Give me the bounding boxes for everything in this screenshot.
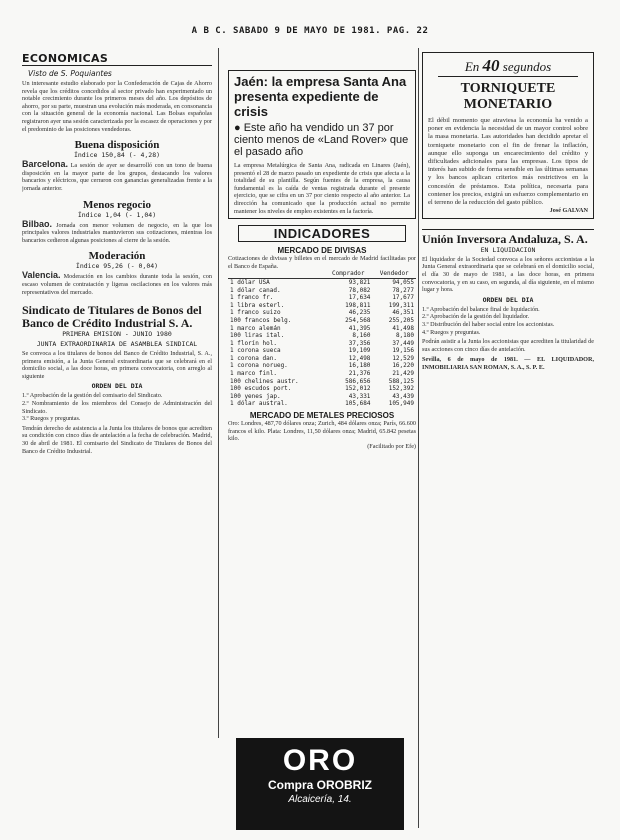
divisa-buy: 152,012: [345, 385, 371, 393]
divisa-buy: 46,235: [348, 309, 371, 317]
divisa-buy: 12,498: [348, 354, 371, 362]
divisa-buy: 586,656: [345, 377, 371, 385]
column-middle: [228, 70, 416, 830]
divisa-name: 1 marco finl.: [230, 370, 277, 378]
divisa-name: 1 dólar canad.: [230, 286, 281, 294]
jaen-title: Jaén: la empresa Santa Ana presenta expediente de crisis: [234, 74, 407, 119]
divisa-row: [228, 340, 416, 348]
divisa-sell: 78,277: [392, 286, 414, 294]
divisa-name: 100 liras ital.: [230, 332, 285, 340]
divisa-sell: 17,677: [392, 294, 414, 302]
divisa-sell: 588,125: [388, 377, 414, 385]
divisas-note: Cotizaciones de divisas y billetes en el mercado de Madrid facilitadas por el Banco de España.: [228, 255, 416, 270]
divisa-name: 1 marco alemán: [230, 324, 281, 332]
divisa-sell: 94,055: [392, 278, 414, 286]
divisa-buy: 198,811: [345, 301, 371, 309]
jaen-article: [228, 70, 416, 219]
divisa-row: [228, 385, 416, 393]
sindicato-item: 3.º Ruegos y preguntas.: [22, 415, 81, 423]
bolsa-body: Bilbao. Jornada con menor volumen de negocio, en la que los principales valores industriales mantuvieron sus cotizaciones, mientras los bancarios cedieron algunas posiciones al cierre de la sesión.: [22, 218, 212, 244]
divisa-name: 1 florín hol.: [230, 339, 277, 347]
divisa-name: 100 chelines austr.: [230, 377, 299, 385]
sindicato-item: 2.º Nombramiento de los miembros del Consejo de Administración del Sindicato.: [22, 400, 212, 415]
col-header: [228, 270, 324, 278]
divisa-name: 100 yenes jap.: [230, 392, 281, 400]
divisa-sell: 8,180: [395, 332, 414, 340]
column-rule-right: [418, 48, 419, 828]
union-heading: Unión Inversora Andaluza, S. A.: [422, 229, 594, 246]
sindicato-close: Tendrán derecho de asistencia a la Junta los titulares de bonos que acrediten su condición con cinco días de antelación a la fecha de celebración. Madrid, 30 de abril de 1981. El comisario del Sindicato de Titulares de Bonos del Banco de Crédito Industrial.: [22, 424, 212, 455]
segundos-title: TORNIQUETE MONETARIO: [460, 81, 556, 112]
divisa-buy: 8,160: [352, 332, 371, 340]
sindicato-item: 1.º Aprobación de la gestión del comisario del Sindicato.: [22, 392, 163, 400]
col-header: Comprador: [324, 270, 372, 278]
divisa-row: [228, 393, 416, 401]
divisa-buy: 17,634: [348, 294, 371, 302]
bullet-icon: ●: [234, 122, 244, 134]
metales-body: Oro: Londres, 487,70 dólares onza; Zurich, 484 dólares onza; París, 66.600 francos el kilo. Plata: Londres, 11,50 dólares onza; Madrid, 65.842 pesetas kilo.: [228, 420, 416, 443]
divisa-buy: 37,356: [348, 339, 371, 347]
column-right: [422, 52, 594, 832]
divisas-table: [228, 270, 416, 408]
divisa-row: [228, 278, 416, 286]
divisa-row: [228, 332, 416, 340]
divisa-row: [228, 309, 416, 317]
segundos-label: En 40 segundos: [438, 56, 578, 77]
segundos-body: El débil momento que atraviesa la economía ha venido a poner en evidencia la necesidad de un mayor control sobre la masa monetaria. Las autoridades han decidido apretar el torniquete monetario con el fin de frenar la inflación, aunque ello suponga un encarecimiento del crédito y dificultades adicionales para las empresas. Los tipos de interés han subido de forma sensible en las últimas semanas y los bancos aplican criterios más restrictivos en la concesión de préstamos. Esta política, necesaria para contener los precios, exigirá un esfuerzo complementario en el terreno de la reducción del gasto público.: [428, 117, 588, 207]
divisa-buy: 78,082: [348, 286, 371, 294]
divisa-buy: 41,395: [348, 324, 371, 332]
union-item: 4.º Ruegos y preguntas.: [422, 328, 481, 336]
union-item: 1.º Aprobación del balance final de liquidación.: [422, 305, 540, 313]
divisa-row: [228, 378, 416, 386]
orobriz-advertisement: [236, 738, 404, 830]
sindicato-orden: ORDEN DEL DIA: [91, 382, 143, 391]
divisa-sell: 255,205: [388, 316, 414, 324]
divisa-name: 1 corona sueca: [230, 347, 281, 355]
divisa-sell: 21,429: [392, 370, 414, 378]
union-sub: EN LIQUIDACION: [480, 245, 536, 254]
divisa-buy: 16,180: [348, 362, 371, 370]
divisa-sell: 152,392: [388, 385, 414, 393]
metales-title: MERCADO DE METALES PRECIOSOS: [249, 411, 395, 421]
divisa-name: 100 francos belg.: [230, 316, 292, 324]
divisa-name: 1 corona dan.: [230, 354, 277, 362]
segundos-box: [422, 52, 594, 219]
sindicato-heading: Sindicato de Titulares de Bonos del Banco de Crédito Industrial S. A.: [22, 303, 202, 331]
union-body: El liquidador de la Sociedad convoca a los señores accionistas a la Junta General extraordinaria que se celebrará en el domicilio social, el día 30 de mayo de 1981, a las doce horas, en primera convocatoria, y en su caso, en segunda, al día siguiente, en el mismo lugar y hora.: [422, 255, 594, 294]
bolsa-index: Índice 95,26 (- 0,04): [75, 262, 159, 271]
col-header: Vendedor: [372, 270, 416, 278]
divisa-name: 1 libra esterl.: [230, 301, 285, 309]
sindicato-body: Se convoca a los titulares de bonos del Banco de Crédito Industrial, S. A., primera emisión, a la Junta General extraordinaria que se celebrará en el domicilio social, a las doce horas, en primera convocatoria, con arreglo al siguiente: [22, 350, 212, 380]
divisa-sell: 12,529: [392, 354, 414, 362]
divisa-row: [228, 294, 416, 302]
ad-brand: Compra OROBRIZ: [267, 778, 372, 792]
bolsa-heading: Buena disposición: [74, 139, 160, 152]
divisa-sell: 105,949: [388, 400, 414, 408]
bolsa-city: Valencia.: [22, 270, 61, 281]
divisa-name: 1 franco fr.: [230, 294, 274, 302]
bolsa-heading: Moderación: [88, 250, 146, 263]
column-economicas: [22, 52, 212, 832]
union-orden: ORDEN DEL DIA: [482, 295, 534, 304]
divisa-sell: 37,449: [392, 339, 414, 347]
union-sign: Sevilla, 6 de mayo de 1981. — EL LIQUIDADOR, INMOBILIARIA SAN ROMAN, S. A., S. P. E.: [422, 356, 594, 371]
divisa-sell: 46,351: [392, 309, 414, 317]
divisa-row: [228, 355, 416, 363]
divisa-buy: 19,109: [348, 347, 371, 355]
divisa-name: 1 franco suizo: [230, 309, 281, 317]
jaen-body: La empresa Metalúrgica de Santa Ana, radicada en Linares (Jaén), presentó el 28 de marzo pasado un expediente de crisis que afecta a la totalidad de su plantilla. Según fuentes de la empresa, la causa fundamental es la caída de ventas registrada durante el presente ejercicio, que se cifra en un 37 por ciento respecto al año anterior. La dirección ha comunicado que la producción actual no permite mantener los niveles de empleo existentes en la factoría.: [234, 162, 410, 215]
divisa-buy: 105,684: [345, 400, 371, 408]
divisa-name: 1 corona norueg.: [230, 362, 288, 370]
divisa-name: 100 escudos port.: [230, 385, 292, 393]
divisa-sell: 199,311: [388, 301, 414, 309]
page-header: A B C. SABADO 9 DE MAYO DE 1981. PAG. 22: [191, 26, 429, 36]
divisa-row: [228, 362, 416, 370]
bolsa-index: Índice 150,84 (- 4,28): [73, 151, 161, 160]
divisa-buy: 254,568: [345, 316, 371, 324]
union-close: Podrán asistir a la Junta los accionistas que acrediten la titularidad de sus acciones con cinco días de antelación.: [422, 338, 594, 353]
byline: Visto de S. Poquiantes: [28, 69, 112, 78]
bolsa-city: Barcelona.: [22, 159, 69, 170]
divisa-row: [228, 302, 416, 310]
bolsa-body: Barcelona. La sesión de ayer se desarrolló con un tono de buena disposición en la mayor parte de los grupos, destacando los valores bancarios y eléctricos, que cerraron con ganancias generalizadas frente a la jornada anterior.: [22, 159, 212, 192]
divisa-sell: 16,220: [392, 362, 414, 370]
divisa-sell: 41,498: [392, 324, 414, 332]
union-item: 3.º Distribución del haber social entre los accionistas.: [422, 320, 555, 328]
bolsa-city: Bilbao.: [22, 218, 53, 229]
economicas-body: Un interesante estudio elaborado por la Confederación de Cajas de Ahorro revela que los créditos concedidos al sector privado han experimentado un notable crecimiento durante los primeros meses del año. Los depósitos de ahorro, por su parte, muestran una evolución más moderada, en consonancia con la situación general de la economía nacional. Las Bolsas españolas registraron ayer una sesión caracterizada por la escasez de operaciones y por el predominio de las posiciones vendedoras.: [22, 80, 212, 133]
divisa-row: [228, 317, 416, 325]
divisa-sell: 43,439: [392, 392, 414, 400]
divisa-buy: 43,331: [348, 392, 371, 400]
sindicato-sub2: JUNTA EXTRAORDINARIA DE ASAMBLEA SINDICAL: [36, 340, 198, 349]
divisas-title: MERCADO DE DIVISAS: [277, 246, 367, 256]
section-title: ECONOMICAS: [22, 52, 212, 66]
bolsa-body: Valencia. Moderación en los cambios durante toda la sesión, con escaso volumen de contratación y ligeras oscilaciones en los valores más representativos del mercado.: [22, 270, 212, 296]
divisa-row: [228, 325, 416, 333]
segundos-sign: José GALVAN: [549, 207, 588, 215]
column-rule-left: [218, 48, 219, 738]
divisa-name: 1 dólar USA: [230, 278, 270, 286]
divisa-row: [228, 370, 416, 378]
bolsa-heading: Menos regocio: [83, 198, 151, 211]
sindicato-sub1: PRIMERA EMISION - JUNIO 1980: [62, 330, 172, 339]
bolsa-index: Índice 1,04 (- 1,04): [77, 210, 157, 219]
divisa-row: [228, 347, 416, 355]
ad-address: Alcaicería, 14.: [288, 794, 352, 805]
union-item: 2.º Aprobación de la gestión del liquidador.: [422, 313, 530, 321]
divisa-name: 1 dólar austral.: [230, 400, 288, 408]
indicadores-title: INDICADORES: [238, 225, 406, 242]
ad-headline: ORO: [282, 744, 358, 777]
divisa-buy: 21,376: [348, 370, 371, 378]
indicadores-footer: (Facilitado por Efe): [367, 442, 416, 450]
divisa-row: [228, 400, 416, 408]
divisa-sell: 19,156: [392, 347, 414, 355]
divisa-buy: 93,821: [348, 278, 371, 286]
jaen-lead: ● Este año ha vendido un 37 por ciento menos de «Land Rover» que el pasado año: [234, 122, 409, 158]
divisa-row: [228, 287, 416, 295]
